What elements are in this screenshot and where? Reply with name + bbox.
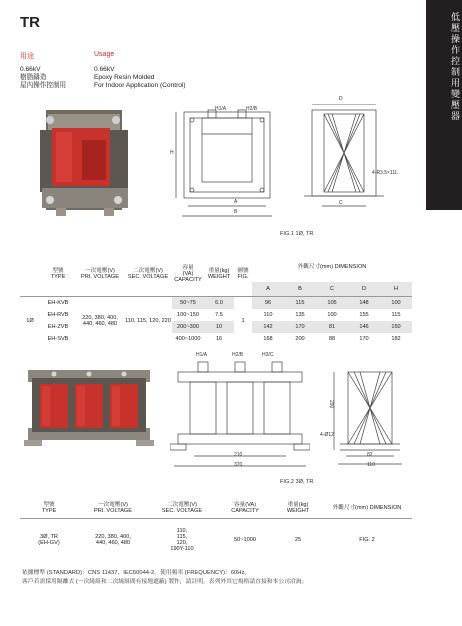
t2-sec-cell [148,518,216,562]
three-phase-transformer-photo [24,362,154,450]
usage-label-en: Usage [94,51,115,58]
cap-cell: 100~150 [177,312,199,318]
fig1-front-view [172,104,290,222]
col-pri-en: PRI. VOLTAGE [80,274,120,280]
dim-cell: 200 [295,336,305,342]
col-sec-header [124,250,172,297]
col-pri-header [76,250,124,297]
fig2-label-82: 82 [367,452,373,458]
dim-cell: 110 [263,312,273,318]
dim-col-h: H [380,282,412,297]
custom-order-note: 客戶若需採用隔離式 (一次繞組和二次繞組間有接地遮蔽) 製作，請註明，表列外其它規格請直接和本公司洽詢。 [22,578,308,585]
col-dimension-header: 外觀尺寸(mm) DIMENSION [252,250,412,282]
dim-cell: 168 [263,336,273,342]
t2-col-type-header [20,496,78,518]
type-cell: EH-KVB [47,300,69,306]
fig2-label-370: 370 [234,462,243,468]
col-weight-zh: 重量(kg) [208,268,230,274]
dim-cell: 148 [348,297,380,310]
dim-cell: 155 [359,312,369,318]
t2-col-pri-header [78,496,148,518]
fig2-label-h1a: H1/A [196,352,208,358]
type-cell: EH-RVB [47,312,69,318]
t2-col-type-en: TYPE [41,507,57,514]
dim-cell: 170 [359,336,369,342]
col-fig-en: FIG. [237,274,249,280]
weight-cell: 10 [204,321,234,333]
spec-application-en: For Indoor Application (Control) [94,82,186,90]
dim-col-d: D [348,282,380,297]
dim-cell: 170 [284,321,316,333]
t2-sec-line: 110, [176,528,188,535]
dim-cell: 100 [327,312,337,318]
fig2-label-110: 110 [367,462,375,468]
pri-voltage-cell: 220, 380, 400, 440, 460, 480 [82,315,118,327]
col-cap-en: CAPACITY [174,277,202,283]
table-row [20,518,412,562]
table-row [20,297,412,310]
t2-cap-cell: 50~1000 [234,537,256,544]
specs-en [94,66,186,91]
col-type-header [40,250,76,297]
fig-cell: 1 [241,318,245,324]
fig1-label-h1a: H1/A [215,106,227,112]
single-phase-spec-table [20,250,412,345]
col-weight-header [204,250,234,297]
t2-col-cap-en: CAPACITY [231,507,259,514]
dim-col-a: A [252,282,284,297]
dim-cell: 105 [316,297,348,310]
dim-col-c: C [316,282,348,297]
type-cell: EH-SVB [47,336,69,342]
t2-type-cell [20,518,78,562]
col-cap-zh: 容量 [182,265,194,271]
fig2-label-210: 210 [234,452,243,458]
weight-cell: 6.0 [204,297,234,310]
fig1-label-b: B [234,209,238,215]
col-type-zh: 型號 [52,268,64,274]
fig2-label-h3c: H3/C [262,352,274,358]
col-cap-header [172,250,204,297]
dim-cell: 115 [284,297,316,310]
dim-col-b: B [284,282,316,297]
spec-voltage-zh: 0.66kV [20,66,41,73]
fig2-caption: FIG.2 3Ø, TR [280,479,314,485]
spec-material-zh: 樹脂鑄造 [20,74,47,82]
t2-col-type-zh: 型號 [43,501,55,508]
dim-cell: 81 [316,321,348,333]
col-sec-zh: 二次電壓(V) [133,268,163,274]
t2-col-sec-header [148,496,216,518]
t2-pri-line: 220, 380, 400, [95,534,131,541]
dim-cell: 146 [348,321,380,333]
t2-col-sec-zh: 二次電壓(V) [167,501,197,508]
t2-pri-line: 440, 460, 480 [95,540,131,547]
fig2-label-290: 290 [328,400,334,409]
cap-cell: 400~1000 [175,336,201,342]
sidebar-label: 低壓操作控制用變壓器 [450,12,460,122]
col-type-en: TYPE [50,274,66,280]
t2-col-cap-header [216,496,274,518]
t2-dimension-cell: FIG. 2 [359,537,375,544]
sec-voltage-cell: 110, 115, 120, 220 [125,318,171,324]
fig1-side-view [302,104,392,214]
dim-cell: 182 [391,336,401,342]
t2-col-dimension-header: 外觀尺寸(mm) DIMENSION [332,504,402,511]
spec-voltage-en: 0.66kV [94,66,115,73]
three-phase-spec-table [20,496,412,562]
t2-type-line: 3Ø, TR [40,534,58,541]
phase-cell: 1Ø [26,318,34,324]
dim-cell: 100 [380,297,412,310]
fig1-caption: FIG.1 1Ø, TR [280,231,314,237]
t2-col-sec-en: SEC. VOLTAGE [161,507,203,514]
usage-label-zh: 用途 [20,53,34,60]
fig1-label-a: A [234,199,238,205]
spec-material-en: Epoxy Resin Molded [94,74,155,82]
col-cap-unit: (VA) [182,271,194,277]
t2-sec-line: 120, [176,540,188,547]
type-cell: EH-ZVB [47,324,69,330]
dim-cell: 96 [252,297,284,310]
dim-cell: 88 [328,336,336,342]
col-sec-en: SEC. VOLTAGE [127,274,169,280]
col-weight-en: WEIGHT [207,274,231,280]
col-fig-zh: 圖號 [237,268,249,274]
t2-sec-line: 115, [176,534,188,541]
t2-type-line: (EH-GV) [38,540,60,547]
fig1-label-hole: 4-R3.5×11L [372,170,398,176]
category-sidebar [426,0,462,210]
t2-col-cap-zh: 容量(VA) [234,501,256,508]
single-phase-transformer-photo [26,100,141,222]
t2-col-weight-zh: 重量(kg) [287,501,309,508]
specs-zh [20,66,66,91]
cap-cell: 200~300 [172,321,204,333]
t2-col-pri-zh: 一次電壓(V) [98,501,128,508]
t2-weight-cell: 25 [294,537,302,544]
dim-cell: 135 [295,312,305,318]
dim-cell: 150 [380,321,412,333]
spec-application-zh: 屋內操作控制用 [20,82,67,90]
fig1-label-h2b: H2/B [246,106,258,112]
fig1-label-d: D [339,96,343,102]
weight-cell: 7.5 [215,312,223,318]
fig2-label-h2b: H2/B [232,352,244,358]
dim-cell: 142 [252,321,284,333]
t2-sec-line: 190Y-110 [170,546,194,553]
standard-note: 依據標準 (STANDARD)：CNS 11437、IEC60044-2，使用頻率 (FREQUENCY)：60Hz。 [22,570,251,576]
t2-pri-cell [78,518,148,562]
dim-cell: 115 [391,312,401,318]
fig1-label-h: H [170,150,174,156]
footnotes [22,569,307,586]
page-title: TR [20,14,40,31]
t2-col-weight-header [274,496,322,518]
col-pri-zh: 一次電壓(V) [85,268,115,274]
t2-col-pri-en: PRI. VOLTAGE [93,507,133,514]
t2-col-weight-en: WEIGHT [286,507,310,514]
cap-cell: 50~75 [172,297,204,310]
fig1-label-c: C [339,200,343,206]
weight-cell: 16 [215,336,223,342]
col-fig-header [234,250,252,297]
fig2-label-hole: 4-Ø12 [320,432,334,438]
